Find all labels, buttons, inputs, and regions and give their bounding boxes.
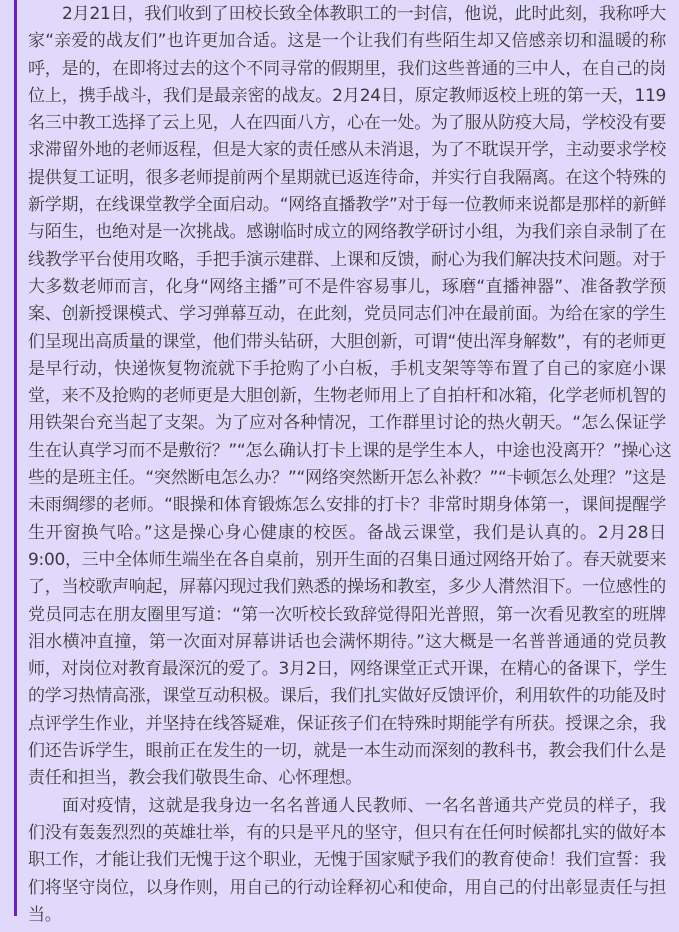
text-line: 提供复工证明，很多老师提前两个星期就已返连待命，并实行自我隔离。在这个特殊的	[28, 167, 666, 188]
text-line: 点评学生作业，并坚持在线答疑难，保证孩子们在特殊时期能学有所获。授课之余，我	[28, 713, 666, 734]
text-line: 生在认真学习而不是敷衍？”“怎么确认打卡上课的是学生本人，中途也没离开？”操心这	[28, 440, 672, 461]
text-line: 泪水横冲直撞，第一次面对屏幕讲话也会满怀期待。”这大概是一名普普通通的党员教	[28, 631, 666, 652]
text-line: 生开窗换气哈。”这是操心身心健康的校医。备战云课堂，我们是认真的。2月28日	[28, 522, 666, 543]
text-line: 大多数老师而言，化身“网络主播”可不是件容易事儿，琢磨“直播神器”、准备教学预	[28, 276, 666, 297]
text-line: 新学期，在线课堂教学全面启动。“网络直播教学”对于每一位教师来说都是那样的新鲜	[28, 195, 666, 216]
text-line: 用铁架台充当起了支架。为了应对各种情况，工作群里讨论的热火朝天。“怎么保证学	[28, 413, 666, 434]
text-line: 当。	[28, 904, 62, 925]
text-line: 们没有轰轰烈烈的英雄壮举，有的只是平凡的坚守，但只有在任何时候都扎实的做好本	[28, 822, 666, 843]
text-line: 师，对岗位对教育最深沉的爱了。3月2日，网络课堂正式开课，在精心的备课下，学生	[28, 659, 667, 680]
text-line: 些的是班主任。“突然断电怎么办？”“网络突然断开怎么补救？”“卡顿怎么处理？”这是	[28, 468, 666, 489]
text-line: 名三中教工选择了云上见，人在四面八方，心在一处。为了服从防疫大局，学校没有要	[28, 113, 666, 134]
text-line: 了，当校歌声响起，屏幕闪现过我们熟悉的操场和教室，多少人潸然泪下。一位感性的	[28, 577, 666, 598]
text-line: 家“亲爱的战友们”也许更加合适。这是一个让我们有些陌生却又倍感亲切和温暖的称	[28, 31, 666, 52]
text-line: 未雨绸缪的老师。“眼操和体育锻炼怎么安排的打卡？非常时期身体第一，课间提醒学	[28, 495, 666, 516]
text-line: 呼，是的，在即将过去的这个不同寻常的假期里，我们这些普通的三中人，在自己的岗	[28, 58, 666, 79]
text-line: 责任和担当，教会我们敬畏生命、心怀理想。	[28, 768, 362, 789]
text-line: 党员同志在朋友圈里写道：“第一次听校长致辞觉得阳光普照，第一次看见教室的班牌	[28, 604, 666, 625]
text-line: 位上，携手战斗，我们是最亲密的战友。2月24日，原定教师返校上班的第一天，119	[28, 85, 666, 106]
text-line: 求滞留外地的老师返程，但是大家的责任感从未消退，为了不耽误开学，主动要求学校	[28, 140, 666, 161]
text-line: 们呈现出高质量的课堂，他们带头钻研，大胆创新，可谓“使出浑身解数”，有的老师更	[28, 331, 666, 352]
text-line: 案、创新授课模式、学习弹幕互动，在此刻，党员同志们冲在最前面。为给在家的学生	[28, 304, 666, 325]
text-line: 2月21日，我们收到了田校长致全体教职工的一封信，他说，此时此刻，我称呼大	[62, 4, 666, 24]
text-line: 9:00，三中全体师生端坐在各自桌前，别开生面的召集日通过网络开始了。春天就要来	[28, 549, 667, 570]
text-line: 堂，来不及抢购的老师更是大胆创新，生物老师用上了自拍杆和冰箱，化学老师机智的	[28, 386, 666, 407]
text-line: 与陌生，也绝对是一次挑战。感谢临时成立的网络教学研讨小组，为我们亲自录制了在	[28, 222, 666, 243]
paragraph-2	[28, 793, 666, 929]
text-line: 们还告诉学生，眼前正在发生的一切，就是一本生动而深刻的教科书，教会我们什么是	[28, 741, 666, 762]
text-line: 职工作，才能让我们无愧于这个职业，无愧于国家赋予我们的教育使命！我们宣誓：我	[28, 850, 666, 871]
article-body	[14, 0, 672, 925]
paragraph-1	[28, 1, 672, 793]
text-line: 面对疫情，这就是我身边一名名普通人民教师、一名名普通共产党员的样子，我	[62, 795, 666, 816]
text-line: 的学习热情高涨，课堂互动积极。课后，我们扎实做好反馈评价，利用软件的功能及时	[28, 686, 666, 707]
text-line: 是早行动，快递恢复物流就下手抢购了小白板，手机支架等等布置了自己的家庭小课	[28, 358, 666, 379]
text-line: 线教学平台使用攻略，手把手演示建群、上课和反馈，耐心为我们解决技术问题。对于	[28, 249, 666, 270]
text-line: 们将坚守岗位，以身作则，用自己的行动诠释初心和使命，用自己的付出彰显责任与担	[28, 877, 666, 898]
